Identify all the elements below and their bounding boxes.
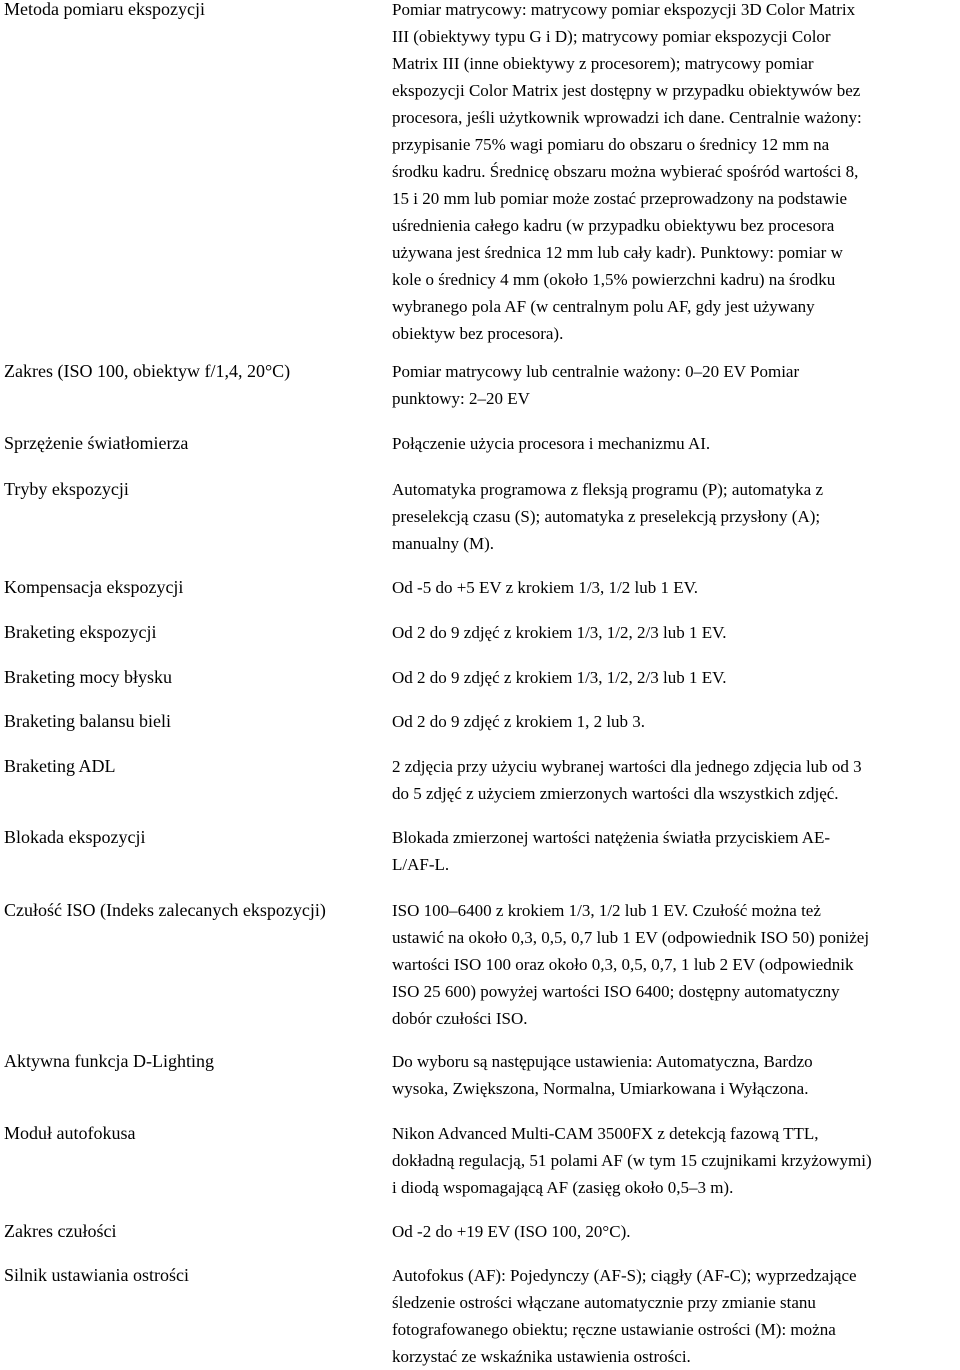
spec-value: Pomiar matrycowy: matrycowy pomiar ekspozycji 3D Color Matrix III (obiektywy typu G i D); matrycowy pomiar ekspozycji Color Matrix III (inne obiektywy z procesorem); matrycowy pomiar ekspozycji Color Matrix jest dostępny w przypadku obiektywów bez procesora, jeśli użytkownik wprowadzi ich dane. Centralnie ważony: przypisanie 75% wagi pomiaru do obszaru o średnicy 12 mm na środku kadru. Średnicę obszaru można wybierać spośród wartości 8, 15 i 20 mm lub pomiar może zostać przeprowadzony na podstawie uśrednienia całego kadru (w przypadku obiektywu bez procesora używana jest średnica 12 mm lub cały kadr). Punktowy: pomiar w kole o średnicy 4 mm (około 1,5% powierzchni kadru) na środku wybranego pola AF (w centralnym polu AF, gdy jest używany obiektyw bez procesora). bbox=[392, 0, 862, 343]
spec-value: Pomiar matrycowy lub centralnie ważony: 0–20 EV Pomiar punktowy: 2–20 EV bbox=[392, 362, 800, 408]
spec-value: 2 zdjęcia przy użyciu wybranej wartości dla jednego zdjęcia lub od 3 do 5 zdjęć z użyciem zmierzonych wartości dla wszystkich zdjęć. bbox=[392, 757, 862, 803]
spec-label: Zakres (ISO 100, obiektyw f/1,4, 20°C) bbox=[4, 361, 291, 381]
spec-value: Od -2 do +19 EV (ISO 100, 20°C). bbox=[392, 1222, 631, 1241]
spec-value: Od 2 do 9 zdjęć z krokiem 1, 2 lub 3. bbox=[392, 712, 646, 731]
spec-value: Od -5 do +5 EV z krokiem 1/3, 1/2 lub 1 EV. bbox=[392, 578, 698, 597]
spec-label: Sprzężenie światłomierza bbox=[4, 433, 189, 453]
spec-value: Blokada zmierzonej wartości natężenia światła przyciskiem AE- L/AF-L. bbox=[392, 828, 831, 874]
spec-value: Automatyka programowa z fleksją programu (P); automatyka z preselekcją czasu (S); automatyka z preselekcją przysłony (A); manualny (M). bbox=[392, 480, 824, 553]
spec-value: Nikon Advanced Multi-CAM 3500FX z detekcją fazową TTL, dokładną regulacją, 51 polami AF (w tym 15 czujnikami krzyżowymi) i diodą wspomagającą AF (zasięg około 0,5–3 m). bbox=[392, 1124, 872, 1197]
spec-label: Braketing mocy błysku bbox=[4, 667, 172, 687]
spec-label: Blokada ekspozycji bbox=[4, 827, 146, 847]
spec-label: Silnik ustawiania ostrości bbox=[4, 1265, 189, 1285]
spec-label: Moduł autofokusa bbox=[4, 1123, 136, 1143]
spec-value: Autofokus (AF): Pojedynczy (AF-S); ciągły (AF-C); wyprzedzające śledzenie ostrości włączane automatycznie przy zmianie stanu fotografowanego obiektu; ręczne ustawianie ostrości (M): można korzystać ze wskaźnika ustawienia ostrości. bbox=[392, 1266, 857, 1366]
spec-value: Połączenie użycia procesora i mechanizmu AI. bbox=[392, 434, 711, 453]
spec-value: ISO 100–6400 z krokiem 1/3, 1/2 lub 1 EV. Czułość można też ustawić na około 0,3, 0,5, 0,7 lub 1 EV (odpowiednik ISO 50) poniżej wartości ISO 100 oraz około 0,3, 0,5, 0,7, 1 lub 2 EV (odpowiednik ISO 25 600) powyżej wartości ISO 6400; dostępny automatyczny dobór czułości ISO. bbox=[392, 901, 870, 1028]
spec-label: Kompensacja ekspozycji bbox=[4, 577, 184, 597]
spec-value: Od 2 do 9 zdjęć z krokiem 1/3, 1/2, 2/3 lub 1 EV. bbox=[392, 668, 727, 687]
spec-label: Aktywna funkcja D-Lighting bbox=[4, 1051, 214, 1071]
spec-label: Braketing ADL bbox=[4, 756, 116, 776]
spec-label: Czułość ISO (Indeks zalecanych ekspozycji) bbox=[4, 900, 326, 920]
spec-value: Od 2 do 9 zdjęć z krokiem 1/3, 1/2, 2/3 lub 1 EV. bbox=[392, 623, 727, 642]
spec-label: Metoda pomiaru ekspozycji bbox=[4, 0, 205, 19]
spec-value: Do wyboru są następujące ustawienia: Automatyczna, Bardzo wysoka, Zwiększona, Normalna, Umiarkowana i Wyłączona. bbox=[392, 1052, 813, 1098]
spec-label: Braketing balansu bieli bbox=[4, 711, 171, 731]
spec-label: Zakres czułości bbox=[4, 1221, 117, 1241]
spec-label: Braketing ekspozycji bbox=[4, 622, 157, 642]
spec-label: Tryby ekspozycji bbox=[4, 479, 129, 499]
